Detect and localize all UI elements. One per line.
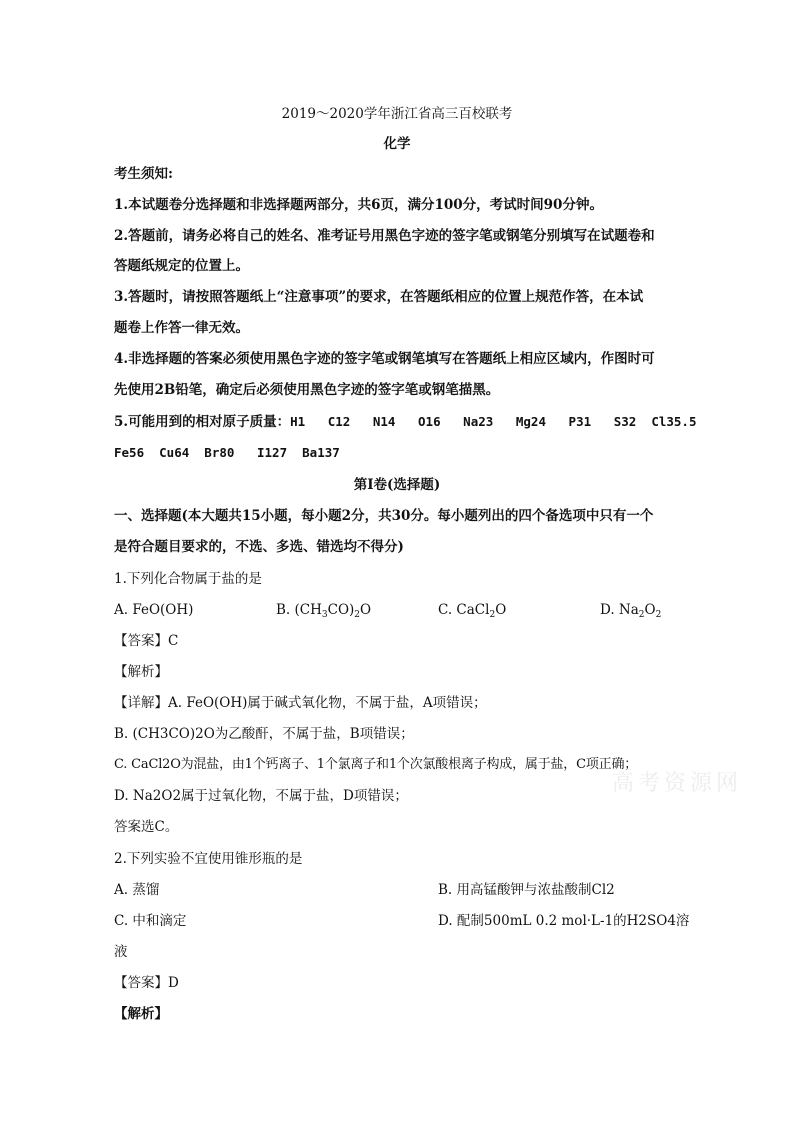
q2-option-b: B. 用高锰酸钾与浓盐酸制Cl2 bbox=[438, 882, 615, 898]
section-intro-1: 一、选择题(本大题共15小题，每小题2分，共30分。每小题列出的四个备选项中只有一个 bbox=[114, 508, 654, 524]
q1-detail-a: 【详解】A. FeO(OH)属于碱式氧化物，不属于盐，A项错误； bbox=[114, 695, 487, 711]
q2-option-c: C. 中和滴定 bbox=[114, 913, 187, 929]
watermark: 高考资源网 bbox=[612, 771, 743, 796]
q1-detail-c: C. CaCl2O为混盐，由1个钙离子、1个氯离子和1个次氯酸根离子构成，属于盐，C项正确； bbox=[114, 757, 638, 772]
notice-heading: 考生须知: bbox=[114, 166, 173, 182]
q1-option-c: C. CaCl$_2$O bbox=[438, 602, 507, 620]
subject-title: 化学 bbox=[383, 136, 411, 152]
q1-option-a: A. FeO(OH) bbox=[114, 602, 194, 618]
notice-item-4: 4.非选择题的答案必须使用黑色字迹的签字笔或钢笔填写在答题纸上相应区域内，作图时可 bbox=[114, 351, 655, 367]
atomic-masses-values-1: H1 C12 N14 O16 Na23 Mg24 P31 S32 Cl35.5 bbox=[290, 414, 697, 429]
q1-option-d: D. $Na_2O_2$ bbox=[600, 602, 662, 620]
q1-conclusion: 答案选C。 bbox=[114, 819, 179, 835]
notice-item-3: 3.答题时，请按照答题纸上“注意事项”的要求，在答题纸相应的位置上规范作答，在本试 bbox=[114, 289, 644, 305]
question-1-stem: 1.下列化合物属于盐的是 bbox=[114, 571, 262, 587]
notice-item-2-cont: 答题纸规定的位置上。 bbox=[114, 258, 249, 274]
notice-item-3-cont: 题卷上作答一律无效。 bbox=[114, 320, 249, 336]
notice-item-4-cont: 先使用2B铅笔，确定后必须使用黑色字迹的签字笔或钢笔描黑。 bbox=[114, 382, 500, 398]
question-2-stem: 2.下列实验不宜使用锥形瓶的是 bbox=[114, 851, 303, 867]
q1-analysis-label: 【解析】 bbox=[114, 664, 168, 680]
q1-option-b: B. $(CH_3CO)_2O$ bbox=[276, 602, 372, 620]
notice-item-2: 2.答题前，请务必将自己的姓名、准考证号用黑色字迹的签字笔或钢笔分别填写在试题卷和 bbox=[114, 228, 655, 244]
section-intro-2: 是符合题目要求的，不选、多选、错选均不得分) bbox=[114, 539, 404, 555]
notice-item-1: 1.本试题卷分选择题和非选择题两部分，共6页，满分100分，考试时间90分钟。 bbox=[114, 197, 603, 213]
q1-detail-d: D. Na2O2属于过氧化物，不属于盐，D项错误； bbox=[114, 788, 408, 804]
atomic-masses-row-2: Fe56 Cu64 Br80 I127 Ba137 bbox=[114, 445, 340, 460]
q2-option-d: D. 配制500mL 0.2 mol·L-1的H2SO4溶 bbox=[438, 913, 690, 929]
q2-analysis-label: 【解析】 bbox=[114, 1006, 168, 1022]
q2-option-d-cont: 液 bbox=[114, 944, 128, 960]
exam-title: 2019～2020学年浙江省高三百校联考 bbox=[281, 106, 513, 122]
q1-detail-b: B. (CH3CO)2O为乙酸酐，不属于盐，B项错误； bbox=[114, 726, 414, 742]
q1-answer: 【答案】C bbox=[114, 633, 179, 649]
section-title: 第I卷(选择题) bbox=[353, 477, 441, 493]
q2-answer: 【答案】D bbox=[114, 975, 179, 991]
q2-option-a: A. 蒸馏 bbox=[114, 882, 160, 898]
atomic-masses-label: 5.可能用到的相对原子质量： bbox=[114, 414, 291, 430]
atomic-masses-row-1 bbox=[114, 412, 696, 432]
